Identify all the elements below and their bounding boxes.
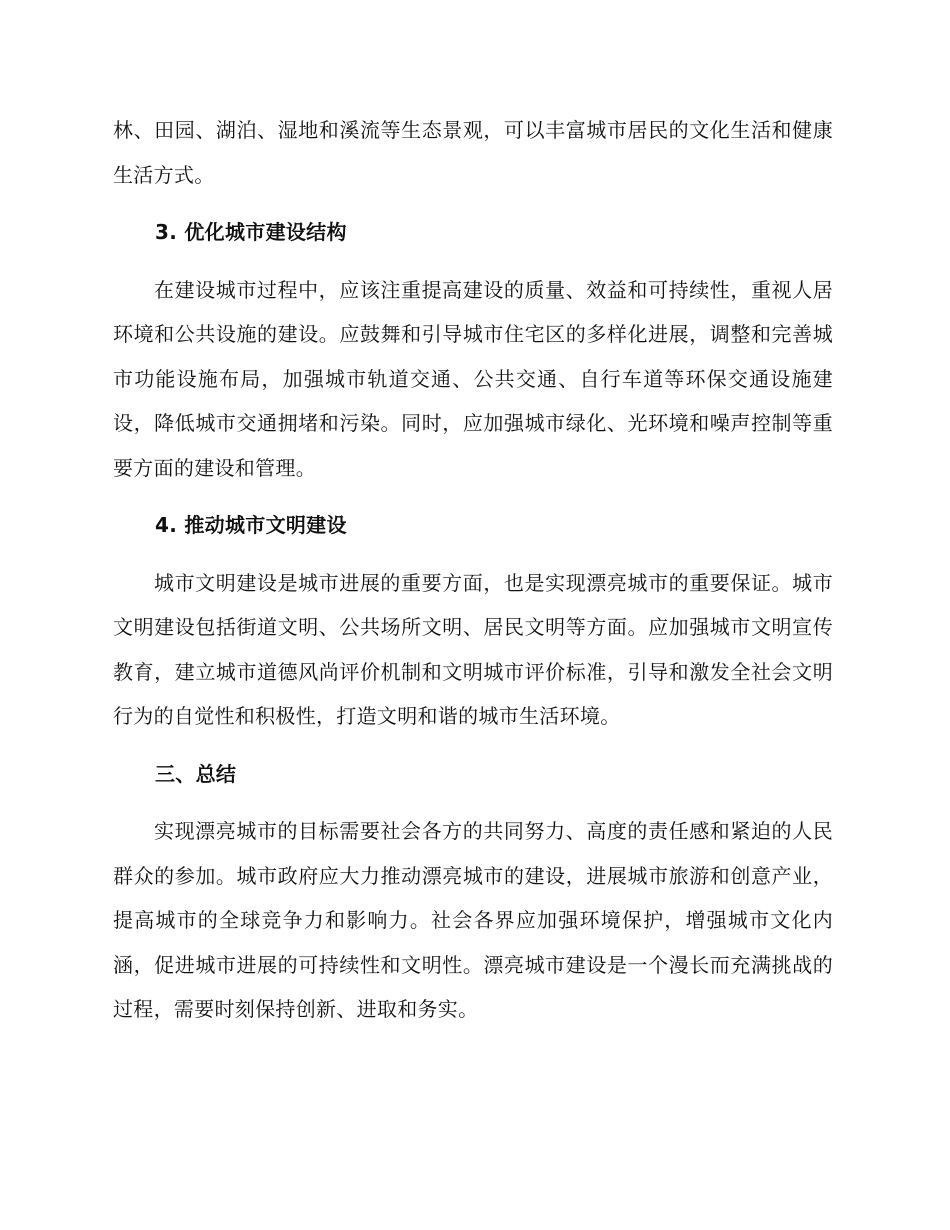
paragraph-summary: 实现漂亮城市的目标需要社会各方的共同努力、高度的责任感和紧迫的人民群众的参加。城市政府应大力推动漂亮城市的建设，进展城市旅游和创意产业，提高城市的全球竞争力和影响力。社会各界应加强环境保护，增强城市文化内涵，促进城市进展的可持续性和文明性。漂亮城市建设是一个漫长而充满挑战的过程，需要时刻保持创新、进取和务实。: [113, 819, 833, 1021]
document-body: [113, 108, 833, 1032]
paragraph-civilization: 城市文明建设是城市进展的重要方面，也是实现漂亮城市的重要保证。城市文明建设包括街道文明、公共场所文明、居民文明等方面。应加强城市文明宣传教育，建立城市道德风尚评价机制和文明城市评价标准，引导和激发全社会文明行为的自觉性和积极性，打造文明和谐的城市生活环境。: [113, 570, 833, 728]
section-heading-3: 3. 优化城市建设结构: [155, 220, 347, 244]
section-heading-summary: 三、总结: [155, 761, 237, 786]
section-heading-4: 4. 推动城市文明建设: [155, 513, 347, 537]
paragraph-continued: 林、田园、湖泊、湿地和溪流等生态景观，可以丰富城市居民的文化生活和健康生活方式。: [113, 118, 833, 187]
paragraph-optimize-structure: 在建设城市过程中，应该注重提高建设的质量、效益和可持续性，重视人居环境和公共设施的建设。应鼓舞和引导城市住宅区的多样化进展，调整和完善城市功能设施布局，加强城市轨道交通、公共交通、自行车道等环保交通设施建设，降低城市交通拥堵和污染。同时，应加强城市绿化、光环境和噪声控制等重要方面的建设和管理。: [113, 277, 833, 480]
